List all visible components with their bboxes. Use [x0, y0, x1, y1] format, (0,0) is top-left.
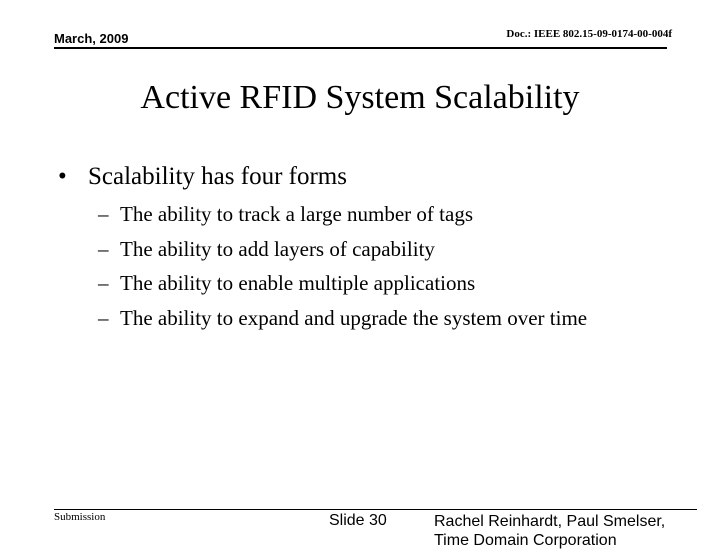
- slide-number: [329, 512, 387, 530]
- bullet-marker: •: [58, 163, 67, 190]
- footer-author: [434, 512, 720, 550]
- dash-marker: –: [98, 202, 109, 226]
- slide-title: Active RFID System Scalability: [140, 79, 580, 116]
- sub-bullet-text: The ability to enable multiple applications: [120, 271, 476, 295]
- dash-marker: –: [98, 305, 109, 330]
- sub-bullet-item: [98, 305, 587, 340]
- slide-number-value: 30: [369, 512, 387, 529]
- sub-bullet-text: The ability to track a large number of tags: [120, 202, 473, 226]
- main-bullet-text: Scalability has four forms: [88, 163, 347, 190]
- header-date: March, 2009: [54, 31, 129, 46]
- sub-bullet-text: The ability to add layers of capability: [120, 236, 435, 261]
- footer-submission: Submission: [54, 511, 106, 523]
- footer-divider: [54, 509, 697, 510]
- dash-marker: –: [98, 271, 109, 295]
- author-organization: Time Domain Corporation: [434, 532, 617, 549]
- sub-bullet-item: [98, 201, 587, 236]
- sub-bullet-item: [98, 270, 587, 305]
- sub-bullet-text: The ability to expand and upgrade the system over time: [120, 305, 588, 330]
- dash-marker: –: [98, 236, 109, 261]
- main-bullet: [58, 162, 347, 192]
- header-divider: [54, 47, 667, 49]
- author-names: Rachel Reinhardt, Paul Smelser,: [434, 513, 666, 530]
- document-id: Doc.: IEEE 802.15-09-0174-00-004f: [506, 28, 672, 40]
- sub-bullet-item: [98, 236, 587, 271]
- sub-bullet-list: [98, 201, 587, 339]
- slide-label: Slide: [329, 512, 365, 529]
